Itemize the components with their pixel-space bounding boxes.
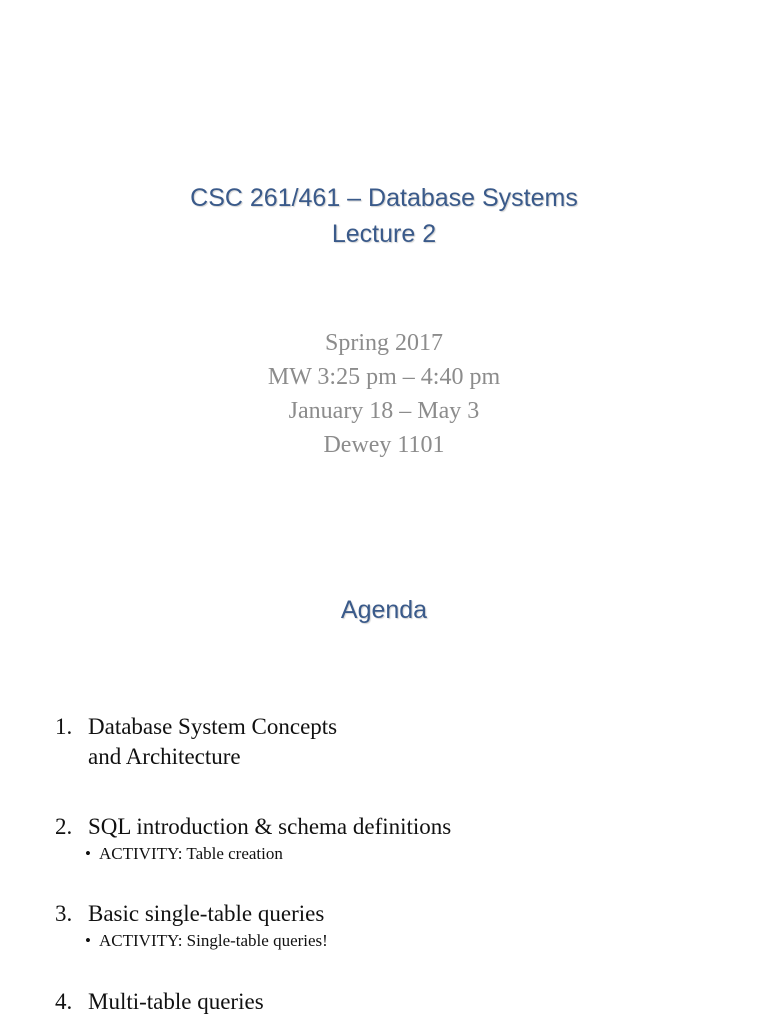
agenda-subitem <box>85 843 283 865</box>
agenda-item-line: Multi-table queries <box>88 989 264 1014</box>
agenda-item-number: 3. <box>55 901 73 926</box>
agenda-item-line: and Architecture <box>88 744 241 769</box>
room-text: Dewey 1101 <box>323 432 445 458</box>
meeting-time-text: MW 3:25 pm – 4:40 pm <box>267 364 501 390</box>
agenda-subitem <box>85 930 328 952</box>
semester-text: Spring 2017 <box>324 330 443 356</box>
agenda-heading: Agenda <box>340 596 428 624</box>
agenda-item-number: 2. <box>55 814 73 839</box>
agenda-item-line: Basic single-table queries <box>88 901 325 926</box>
agenda-item-line: Database System Concepts <box>88 714 338 739</box>
bullet-icon: • <box>85 844 91 863</box>
lecture-number: Lecture 2 <box>331 220 437 248</box>
bullet-icon: • <box>85 931 91 950</box>
lecture-title <box>0 180 768 252</box>
course-info <box>0 326 768 462</box>
course-title: CSC 261/461 – Database Systems <box>190 184 578 212</box>
date-range-text: January 18 – May 3 <box>288 398 480 424</box>
agenda-item-line: SQL introduction & schema definitions <box>88 814 452 839</box>
agenda-item-number: 4. <box>55 989 73 1014</box>
agenda-subitem-text: ACTIVITY: Table creation <box>99 844 283 863</box>
agenda-item-text <box>88 712 748 772</box>
agenda-item-number: 1. <box>55 714 73 739</box>
agenda-subitem-text: ACTIVITY: Single-table queries! <box>99 931 328 950</box>
